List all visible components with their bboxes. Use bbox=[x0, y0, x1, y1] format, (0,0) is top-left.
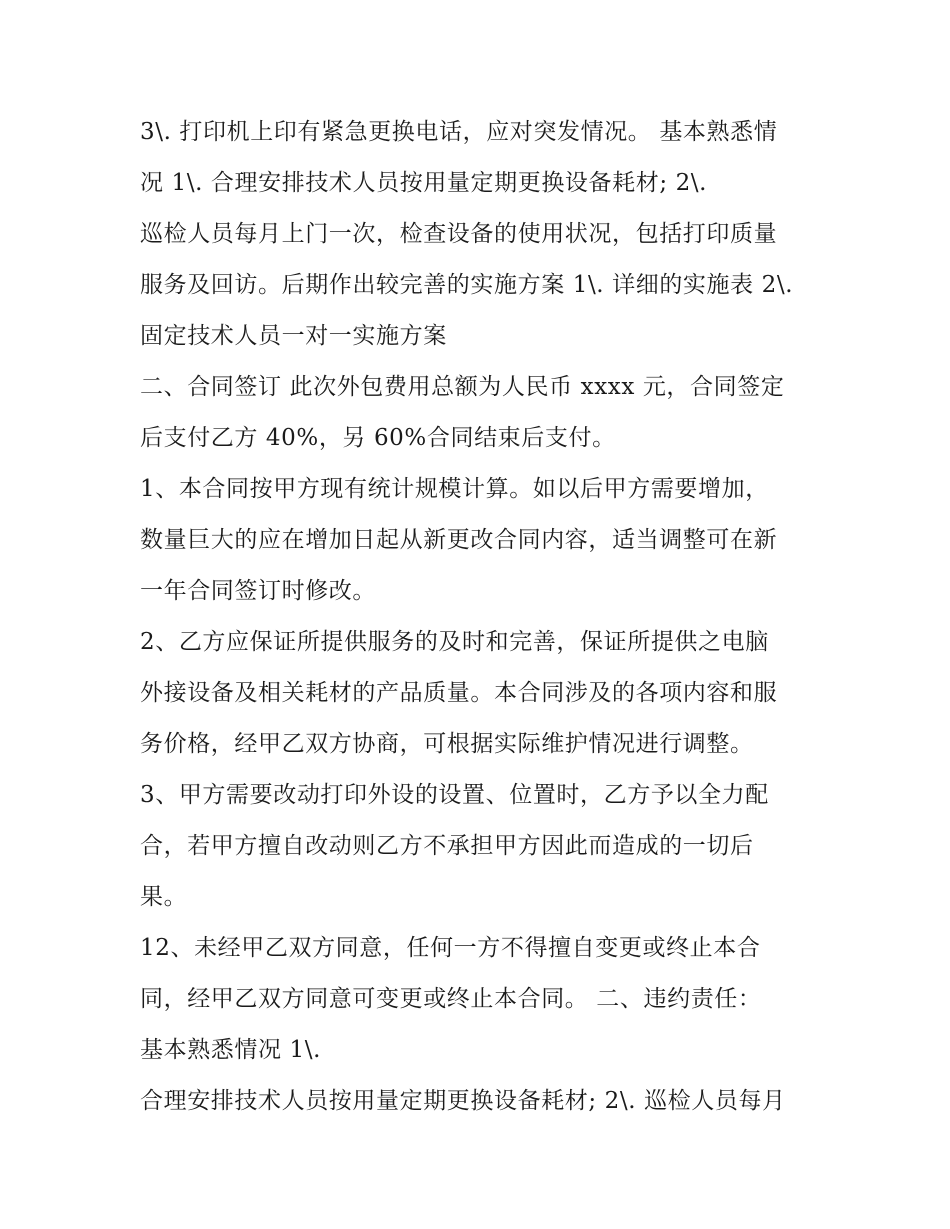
text-line: 基本熟悉情况 1\. bbox=[140, 1037, 322, 1063]
text-line: 外接设备及相关耗材的产品质量。本合同涉及的各项内容和服 bbox=[140, 680, 778, 706]
text-line: 2、乙方应保证所提供服务的及时和完善，保证所提供之电脑 bbox=[140, 629, 769, 655]
text-line: 后支付乙方 40%，另 60%合同结束后支付。 bbox=[140, 425, 616, 451]
text-line: 1、本合同按甲方现有统计规模计算。如以后甲方需要增加， bbox=[140, 476, 769, 502]
text-line: 合，若甲方擅自改动则乙方不承担甲方因此而造成的一切后 bbox=[140, 833, 754, 859]
text-line: 3\. 打印机上印有紧急更换电话，应对突发情况。 基本熟悉情 bbox=[140, 119, 778, 145]
text-line: 一年合同签订时修改。 bbox=[140, 578, 376, 604]
text-line: 12、未经甲乙双方同意，任何一方不得擅自变更或终止本合 bbox=[140, 935, 761, 961]
text-line: 务价格，经甲乙双方协商，可根据实际维护情况进行调整。 bbox=[140, 731, 754, 757]
text-line: 况 1\. 合理安排技术人员按用量定期更换设备耗材; 2\. bbox=[140, 170, 708, 196]
text-line: 果。 bbox=[140, 884, 188, 910]
text-line: 合理安排技术人员按用量定期更换设备耗材; 2\. 巡检人员每月 bbox=[140, 1088, 786, 1114]
text-line: 固定技术人员一对一实施方案 bbox=[140, 323, 447, 349]
text-line: 服务及回访。后期作出较完善的实施方案 1\. 详细的实施表 2\. bbox=[140, 272, 794, 298]
document-body bbox=[140, 107, 820, 1127]
text-line: 同，经甲乙双方同意可变更或终止本合同。 二、违约责任： bbox=[140, 986, 762, 1012]
text-line: 巡检人员每月上门一次，检查设备的使用状况，包括打印质量 bbox=[140, 221, 778, 247]
text-line: 数量巨大的应在增加日起从新更改合同内容，适当调整可在新 bbox=[140, 527, 778, 553]
text-line: 3、甲方需要改动打印外设的设置、位置时，乙方予以全力配 bbox=[140, 782, 769, 808]
text-line: 二、合同签订 此次外包费用总额为人民币 xxxx 元，合同签定 bbox=[140, 374, 785, 400]
